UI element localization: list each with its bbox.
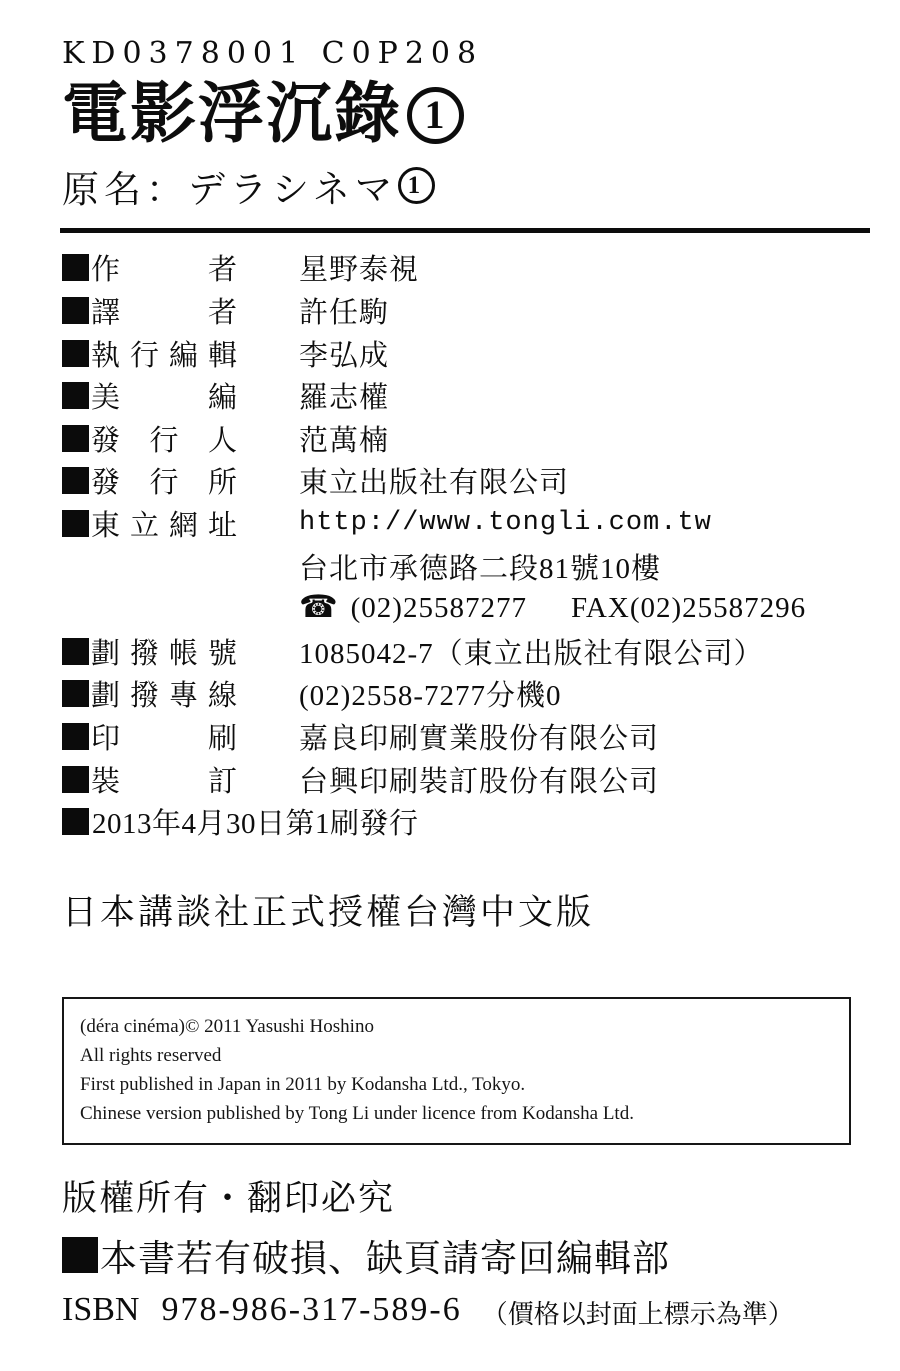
print-date-text: 2013年4月30日第1刷發行	[92, 808, 419, 841]
info-row-publishing-house	[62, 460, 870, 503]
book-title-text: 電影浮沉錄	[62, 78, 402, 151]
isbn-number: 978-986-317-589-6	[161, 1291, 462, 1329]
info-row-address	[62, 545, 870, 588]
row-label: 作者	[62, 247, 299, 288]
row-value: (02)2558-7277分機0	[299, 680, 562, 713]
original-title-text: 原名：デラシネマ	[62, 169, 397, 211]
volume-circled-number-icon: 1	[407, 87, 464, 144]
info-row-art-editor	[62, 374, 870, 417]
bullet-square-icon	[62, 808, 89, 835]
fax-number: FAX(02)25587296	[570, 592, 807, 625]
info-row-binding	[62, 758, 870, 801]
row-value: 李弘成	[299, 339, 390, 372]
address-text: 台北市承德路二段81號10樓	[299, 552, 662, 585]
info-row-phone-fax	[62, 587, 870, 630]
row-value: 台興印刷裝訂股份有限公司	[299, 765, 660, 798]
row-label: 東立網址	[62, 503, 299, 544]
info-row-translator	[62, 289, 870, 332]
isbn-label: ISBN	[62, 1291, 140, 1329]
info-row-executive-editor	[62, 332, 870, 375]
print-code: KD0378001 C0P208	[62, 36, 484, 71]
return-notice-text: 本書若有破損、缺頁請寄回編輯部	[100, 1238, 670, 1280]
copyright-notice: 版權所有・翻印必究	[62, 1178, 396, 1218]
bullet-square-icon	[62, 467, 89, 494]
return-notice	[62, 1228, 870, 1282]
bullet-square-icon	[62, 382, 89, 409]
row-label: 印刷	[62, 716, 299, 757]
price-note: （價格以封面上標示為準）	[481, 1299, 794, 1329]
license-rights-line: All rights reserved	[80, 1044, 222, 1066]
bullet-square-icon	[62, 425, 89, 452]
bullet-square-icon	[62, 638, 89, 665]
row-label: 執行編輯	[62, 333, 299, 374]
info-row-postal-hotline	[62, 673, 870, 716]
volume-circled-number-icon: 1	[398, 167, 435, 204]
row-value: 羅志權	[299, 382, 390, 415]
info-row-postal-account	[62, 630, 870, 673]
license-box	[62, 997, 851, 1145]
row-value: 許任駒	[299, 296, 390, 329]
row-value: 嘉良印刷實業股份有限公司	[299, 722, 660, 755]
publication-info-table	[62, 247, 870, 843]
info-row-publisher-person	[62, 417, 870, 460]
bullet-square-icon	[62, 340, 89, 367]
row-value: 范萬楠	[299, 424, 390, 457]
license-chinese-version-line: Chinese version published by Tong Li under licence from Kodansha Ltd.	[80, 1102, 634, 1124]
bullet-square-icon	[62, 1237, 98, 1273]
row-label: 劃撥專線	[62, 673, 299, 714]
phone-number: (02)25587277	[350, 592, 527, 625]
bullet-square-icon	[62, 510, 89, 537]
bullet-square-icon	[62, 766, 89, 793]
authorization-statement: 日本講談社正式授權台灣中文版	[62, 892, 595, 932]
bullet-square-icon	[62, 680, 89, 707]
phone-icon: ☎	[299, 589, 339, 626]
info-row-website	[62, 502, 870, 545]
original-title	[62, 159, 870, 213]
divider-rule	[60, 228, 870, 233]
website-url: http://www.tongli.com.tw	[299, 508, 712, 539]
info-row-printing	[62, 715, 870, 758]
row-value: 星野泰視	[299, 254, 420, 287]
bullet-square-icon	[62, 723, 89, 750]
info-row-print-date	[62, 800, 870, 843]
row-label: 美編	[62, 375, 299, 416]
info-row-author	[62, 247, 870, 290]
bullet-square-icon	[62, 254, 89, 281]
bullet-square-icon	[62, 297, 89, 324]
book-title	[62, 79, 870, 152]
phone-fax-value	[299, 589, 807, 626]
row-label: 發行人	[62, 418, 299, 459]
license-copyright-line: (déra cinéma)© 2011 Yasushi Hoshino	[80, 1015, 374, 1037]
row-label: 劃撥帳號	[62, 631, 299, 672]
license-first-published-line: First published in Japan in 2011 by Kodansha Ltd., Tokyo.	[80, 1073, 526, 1095]
row-value: 東立出版社有限公司	[299, 467, 570, 500]
row-value: 1085042-7（東立出版社有限公司）	[299, 637, 764, 670]
row-label: 譯者	[62, 290, 299, 331]
isbn-line	[62, 1290, 870, 1331]
row-label: 發行所	[62, 460, 299, 501]
row-label: 裝訂	[62, 759, 299, 800]
